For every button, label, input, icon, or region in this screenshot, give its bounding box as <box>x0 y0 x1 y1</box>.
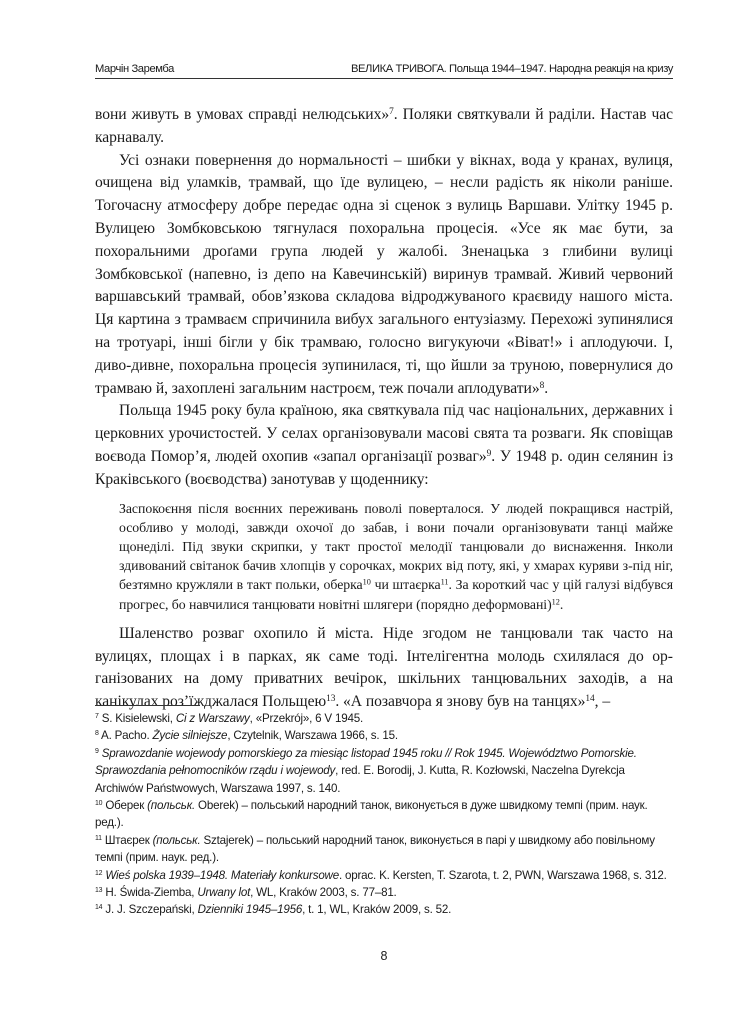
footnotes <box>95 710 673 919</box>
footnote-ref[interactable]: 11 <box>440 577 449 587</box>
citation-title: Życie silniejsze <box>152 729 228 743</box>
footnote: $^{14}$ J. J. Szczepański, Dzienniki 1945–1956, t. 1, WL, Kraków 2009, s. 52. <box>95 903 452 917</box>
footnote-ref[interactable]: 9 <box>486 448 492 459</box>
quote-text: Заспокоєння після воєнних переживань поволі поверталося. У людей покращився настрій, особливо у молоді, завжди охочої до забав, і вони почали організовувати танці майже щонеділі. Під звуки скрипки, у такт простої мелодії танцювали до виснаження. Інколи здивований світанок бачив хлопців у сорочках, мокрих від поту, які, у хмарах куряви з-під ніг, безтямно кружляли в такт польки, оберка$^{10}$ чи штаєрка$^{11}$. За короткий час у цій галузі відбувся прогрес, бо навчилися танцювати новітні шлягери (порядно деформовані)$^{12}$. <box>119 500 673 612</box>
footnote: $^{10}$ Оберек (польськ. Oberek) – польський народний танок, виконується в дуже швидкому темпі (прим. наук. ред.). <box>95 799 648 830</box>
citation-title: Sprawozdanie wojewody pomorskiego za miesiąc listopad 1945 roku // Rok 1945. Województwo Pomorskie. Sprawozdania pełnomocników rządu i wojewody <box>95 746 637 778</box>
paragraph: Усі ознаки повернення до нормальності – шибки у вікнах, вода у кранах, вулиця, очищена від уламків, трамвай, що їде вулицею, – несли радість як ніколи раніше. Тогочасну атмосферу добре передає одна зі сценок з вулиць Варшави. Улітку 1945 р. Вулицею Зомбковською тягнулася похоральна процесія. «Усе як має бути, за похоральними дроґами група людей у жалобі. Зненацька з глибини вулиці Зомбковської (напевно, із депо на Кавечинській) виринув трамвай. Живий червоний варшавський трамвай, обов’язкова складова відроджуваного краєвиду нашого міста. Ця картина з трамваєм спричинила вибух загального ентузіазму. Перехожі зупинялися на тротуарі, інші бігли у бік трамваю, голосно вигукуючи «Віват!» і аплодуючи. І, диво-дивне, похоральна процесія зупинилася, ті, що йшли за труною, повернулися до трамваю й, захоплені загальним настроєм, теж почали аплодувати»$^8$. <box>95 151 673 397</box>
footnote-ref[interactable]: 12 <box>551 597 560 607</box>
paragraph: Шаленство розваг охопило й міста. Ніде згодом не танцювали так часто на вулицях, площах і в парках, як саме тоді. Інтелігентна молодь схилялася до організованих на дому приватних вечірок, шкільних танцювальних заходів, а на канікулах роз’їжджалася Польщею$^{13}$. «А позавчора я знову був на танцях»$^{14}$, – <box>95 624 673 711</box>
citation-title: (польськ. <box>147 799 195 813</box>
footnote: $^{13}$ H. Świda-Ziemba, Urwany lot, WL, Kraków 2003, s. 77–81. <box>95 886 397 900</box>
footnote-ref[interactable]: 8 <box>539 380 545 391</box>
header-title: ВЕЛИКА ТРИВОГА. Польща 1944–1947. Народна реакція на кризу <box>350 63 673 75</box>
paragraph: Польща 1945 року була країною, яка святкувала під час національних, державних і церковних урочистостей. У селах організовували масові свята та розваги. Як сповіщав воєвода Помор’я, людей охопив «запал організації розваг»$^9$. У 1948 р. один селянин із Краківського (воєводства) занотував у щоденнику: <box>95 402 673 488</box>
footnote-number: 12 <box>95 869 103 877</box>
footnote-number: 13 <box>95 887 103 895</box>
footnote-ref[interactable]: 10 <box>362 577 371 587</box>
page-number: 8 <box>380 949 388 963</box>
footnote-ref[interactable]: 13 <box>326 694 336 705</box>
citation-title: Ci z Warszawy <box>175 712 250 725</box>
citation-title: Wieś polska 1939–1948. Materiały konkursowe <box>105 868 339 882</box>
paragraph: вони живуть в умовах справді нелюдських»$^7$. Поляки святкували й раділи. Настав час карнавалу. <box>95 106 673 146</box>
footnote-number: 8 <box>95 730 99 738</box>
footnote: $^{12}$ Wieś polska 1939–1948. Materiały konkursowe. oprac. K. Kersten, T. Szarota, t. 2, PWN, Warszawa 1968, s. 312. <box>95 868 667 882</box>
footnote: $^7$ S. Kisielewski, Ci z Warszawy, «Przekrój», 6 V 1945. <box>95 712 363 725</box>
footnote-divider <box>95 705 200 706</box>
citation-title: Urwany lot <box>197 886 251 900</box>
footnote-number: 7 <box>95 713 99 721</box>
body-text <box>95 104 673 714</box>
footnote-number: 14 <box>95 904 103 912</box>
footnote-number: 9 <box>95 748 99 755</box>
citation-title: (польськ. <box>152 833 201 847</box>
footnote: $^9$ Sprawozdanie wojewody pomorskiego za miesiąc listopad 1945 roku // Rok 1945. Województwo Pomorskie. Sprawozdania pełnomocników rządu i wojewody, red. E. Borodij, J. Kutta, R. Kozłowski, Naczelna Dyrekcja Archiwów Państwowych, Warszawa 1997, s. 140. <box>95 746 637 795</box>
footnote-ref[interactable]: 7 <box>389 106 394 117</box>
footnote-number: 11 <box>95 835 102 843</box>
running-header <box>95 58 673 79</box>
footnote: $^{11}$ Штаєрек (польськ. Sztajerek) – польський народний танок, виконується в парі у швидкому або повільному темпі (прим. наук. ред.). <box>95 833 655 865</box>
citation-title: Dzienniki 1945–1956 <box>197 903 303 917</box>
block-quote <box>119 499 673 614</box>
footnote: $^8$ A. Pacho. Życie silniejsze, Czytelnik, Warszawa 1966, s. 15. <box>95 729 398 743</box>
header-author: Марчін Заремба <box>95 63 175 75</box>
footnote-number: 10 <box>95 800 103 808</box>
footnote-ref[interactable]: 14 <box>585 694 595 705</box>
